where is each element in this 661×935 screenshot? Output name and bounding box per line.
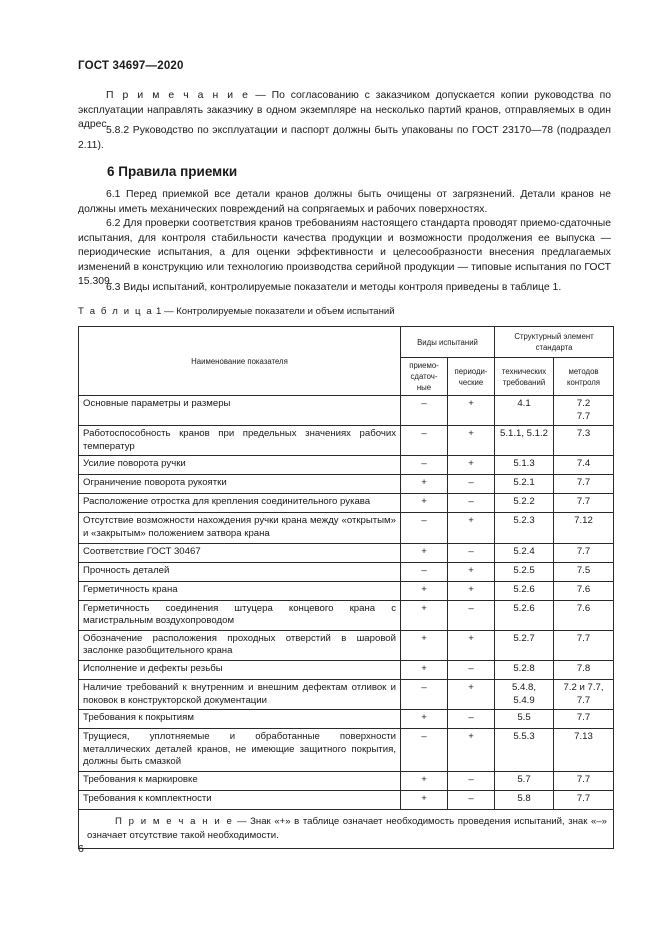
row-periodic: – (448, 790, 495, 809)
row-control-method: 7.5 (554, 562, 614, 581)
row-control-method: 7.6 (554, 581, 614, 600)
row-control-method: 7.7 (554, 475, 614, 494)
row-periodic: + (448, 581, 495, 600)
row-periodic: – (448, 475, 495, 494)
row-tech-requirement: 5.1.3 (495, 456, 554, 475)
row-name: Исполнение и дефекты резьбы (79, 660, 401, 679)
row-acceptance: + (401, 543, 448, 562)
standard-header: ГОСТ 34697—2020 (78, 60, 184, 72)
row-name: Соответствие ГОСТ 30467 (79, 543, 401, 562)
table-row (79, 679, 614, 709)
row-acceptance: – (401, 729, 448, 772)
paragraph-6-2: 6.2 Для проверки соответствия кранов требованиям настоящего стандарта проводят приемо-сдаточные испытания, для контроля стабильности качества продукции и возможности продолжения ее выпуска — периодические испытания, а для оценки эффективности и целесообразности внесения предлагаемых изменений в конструкцию или технологию производства серийной продукции — типовые испытания по ГОСТ 15.309. (78, 218, 611, 288)
row-tech-requirement: 5.2.6 (495, 581, 554, 600)
row-periodic: + (448, 630, 495, 660)
row-control-method: 7.6 (554, 600, 614, 630)
row-acceptance: + (401, 630, 448, 660)
row-tech-requirement: 4.1 (495, 396, 554, 426)
row-acceptance: – (401, 513, 448, 543)
header-test-types: Виды испытаний (401, 327, 495, 358)
row-tech-requirement: 5.2.4 (495, 543, 554, 562)
table-caption-label: Т а б л и ц а (78, 306, 154, 317)
row-control-method: 7.7 (554, 630, 614, 660)
row-tech-requirement: 5.8 (495, 790, 554, 809)
row-name: Прочность деталей (79, 562, 401, 581)
paragraph-6-1: 6.1 Перед приемкой все детали кранов должны быть очищены от загрязнений. Детали кранов не должны иметь механических повреждений на сопрягаемых и рабочих поверхностях. (78, 189, 611, 215)
header-structural-element: Структурный элемент стандарта (495, 327, 614, 358)
row-acceptance: – (401, 562, 448, 581)
table-row (79, 396, 614, 426)
header-control-methods: методов контроля (554, 358, 614, 396)
table-row (79, 710, 614, 729)
row-periodic: + (448, 426, 495, 456)
table-row (79, 475, 614, 494)
row-acceptance: + (401, 494, 448, 513)
row-acceptance: + (401, 790, 448, 809)
row-acceptance: + (401, 710, 448, 729)
row-periodic: + (448, 456, 495, 475)
table-row (79, 426, 614, 456)
row-name: Обозначение расположения проходных отверстий в шаровой заслонке разобщительного крана (79, 630, 401, 660)
row-name: Герметичность крана (79, 581, 401, 600)
row-acceptance: – (401, 396, 448, 426)
table-body (79, 396, 614, 810)
row-periodic: + (448, 396, 495, 426)
row-acceptance: – (401, 456, 448, 475)
table-row (79, 543, 614, 562)
note-label: П р и м е ч а н и е (106, 90, 250, 101)
row-tech-requirement: 5.1.1, 5.1.2 (495, 426, 554, 456)
row-control-method: 7.7 (554, 771, 614, 790)
row-tech-requirement: 5.2.6 (495, 600, 554, 630)
row-name: Основные параметры и размеры (79, 396, 401, 426)
row-periodic: + (448, 729, 495, 772)
header-indicator-name: Наименование показателя (79, 327, 401, 396)
row-control-method: 7.3 (554, 426, 614, 456)
row-acceptance: – (401, 679, 448, 709)
row-name: Требования к покрытиям (79, 710, 401, 729)
row-periodic: – (448, 543, 495, 562)
header-periodic: периоди-ческие (448, 358, 495, 396)
row-acceptance: + (401, 475, 448, 494)
row-name: Усилие поворота ручки (79, 456, 401, 475)
row-acceptance: + (401, 581, 448, 600)
table-row (79, 581, 614, 600)
paragraph-5-8-2: 5.8.2 Руководство по эксплуатации и паспорт должны быть упакованы по ГОСТ 23170—78 (подраздел 2.11). (78, 125, 611, 151)
inspection-table (78, 326, 614, 849)
page-number: 6 (78, 843, 84, 855)
row-tech-requirement: 5.2.7 (495, 630, 554, 660)
table-note (79, 809, 614, 848)
row-name: Герметичность соединения штуцера концевого крана с магистральным воздухопроводом (79, 600, 401, 630)
table-caption-text: 1 — Контролируемые показатели и объем испытаний (153, 306, 395, 317)
row-tech-requirement: 5.4.8, 5.4.9 (495, 679, 554, 709)
row-periodic: + (448, 679, 495, 709)
header-acceptance: приемо-сдаточ-ные (401, 358, 448, 396)
row-periodic: + (448, 513, 495, 543)
table-note-text: — Знак «+» в таблице означает необходимость проведения испытаний, знак «–» означает отсутствие такой необходимости. (87, 815, 608, 841)
header-tech-requirements: технических требований (495, 358, 554, 396)
row-tech-requirement: 5.5 (495, 710, 554, 729)
row-control-method: 7.12 (554, 513, 614, 543)
row-periodic: – (448, 771, 495, 790)
row-name: Расположение отростка для крепления соединительного рукава (79, 494, 401, 513)
table-row (79, 600, 614, 630)
row-tech-requirement: 5.7 (495, 771, 554, 790)
row-tech-requirement: 5.2.8 (495, 660, 554, 679)
row-name: Ограничение поворота рукоятки (79, 475, 401, 494)
row-control-method: 7.13 (554, 729, 614, 772)
row-acceptance: + (401, 771, 448, 790)
row-control-method: 7.2 7.7 (554, 396, 614, 426)
row-acceptance: + (401, 600, 448, 630)
row-periodic: – (448, 660, 495, 679)
row-tech-requirement: 5.5.3 (495, 729, 554, 772)
note-text: — По согласованию с заказчиком допускается копии руководства по эксплуатации направлять заказчику в одном экземпляре на несколько партий кранов, отправляемых в один адрес. (78, 90, 611, 131)
table-row (79, 790, 614, 809)
row-name: Работоспособность кранов при предельных значениях рабочих температур (79, 426, 401, 456)
table-row (79, 729, 614, 772)
row-tech-requirement: 5.2.3 (495, 513, 554, 543)
table-row (79, 456, 614, 475)
row-name: Трущиеся, уплотняемые и обработанные поверхности металлических деталей кранов, не имеющие защитного покрытия, должны быть смазкой (79, 729, 401, 772)
row-name: Отсутствие возможности нахождения ручки крана между «открытым» и «закрытым» положением затвора крана (79, 513, 401, 543)
row-control-method: 7.7 (554, 494, 614, 513)
table-row (79, 771, 614, 790)
row-control-method: 7.7 (554, 790, 614, 809)
row-name: Наличие требований к внутренним и внешним дефектам отливок и поковок в конструкторской документации (79, 679, 401, 709)
row-control-method: 7.7 (554, 543, 614, 562)
row-periodic: – (448, 710, 495, 729)
table-row (79, 494, 614, 513)
row-control-method: 7.4 (554, 456, 614, 475)
row-tech-requirement: 5.2.5 (495, 562, 554, 581)
row-control-method: 7.7 (554, 710, 614, 729)
table-row (79, 630, 614, 660)
row-acceptance: – (401, 426, 448, 456)
row-name: Требования к маркировке (79, 771, 401, 790)
table-caption (78, 306, 395, 317)
table-row (79, 562, 614, 581)
paragraph-6-3: 6.3 Виды испытаний, контролируемые показатели и методы контроля приведены в таблице 1. (106, 282, 562, 293)
row-periodic: – (448, 494, 495, 513)
section-title: 6 Правила приемки (107, 164, 238, 179)
row-periodic: – (448, 600, 495, 630)
table-row (79, 660, 614, 679)
table-note-label: П р и м е ч а н и е (115, 815, 234, 827)
table-row (79, 513, 614, 543)
row-name: Требования к комплектности (79, 790, 401, 809)
row-periodic: + (448, 562, 495, 581)
row-tech-requirement: 5.2.1 (495, 475, 554, 494)
row-acceptance: + (401, 660, 448, 679)
row-control-method: 7.2 и 7.7, 7.7 (554, 679, 614, 709)
row-tech-requirement: 5.2.2 (495, 494, 554, 513)
row-control-method: 7.8 (554, 660, 614, 679)
